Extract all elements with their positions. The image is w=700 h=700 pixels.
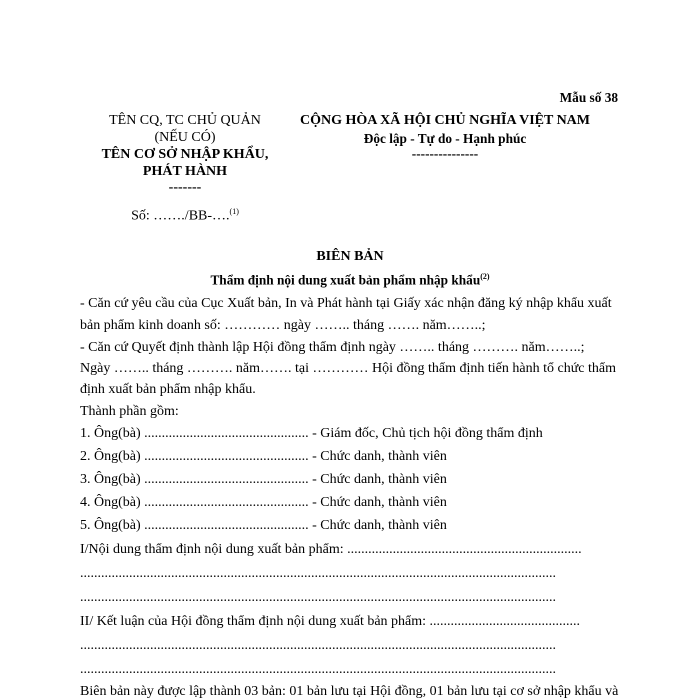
left-separator: ------- — [168, 180, 202, 195]
section-2-blank-line: ........................................................................................................................................ — [80, 638, 556, 653]
closing-paragraph: Biên bản này được lập thành 03 bản: 01 bản lưu tại Hội đồng, 01 bản lưu tại cơ sở nhập khẩu và — [80, 684, 619, 699]
document-title: BIÊN BẢN — [316, 249, 384, 264]
agency-line: TÊN CQ, TC CHỦ QUẢN — [109, 113, 261, 128]
paragraph-1-line-2: bản phẩm kinh doanh số: ………… ngày …….. tháng ……. năm……..; — [80, 318, 486, 333]
section-2-blank-line: ........................................................................................................................................ — [80, 662, 556, 677]
document-subtitle-footnote: (2) — [480, 272, 490, 281]
member-row: 3. Ông(bà) ............................................... - Chức danh, thành viên — [80, 472, 447, 487]
document-number — [80, 202, 290, 227]
document-number-text: Số: ……./BB-…. — [131, 208, 230, 224]
document-subtitle — [0, 272, 700, 288]
section-1-heading: I/Nội dung thẩm định nội dung xuất bản phẩm: ................................................................... — [80, 542, 582, 557]
paragraph-1-line-1: - Căn cứ yêu cầu của Cục Xuất bản, In và Phát hành tại Giấy xác nhận đăng ký nhập khẩu xuất — [80, 296, 612, 311]
agency-note: (NẾU CÓ) — [154, 130, 216, 145]
country-name: CỘNG HÒA XÃ HỘI CHỦ NGHĨA VIỆT NAM — [299, 113, 590, 128]
right-separator: --------------- — [411, 146, 479, 161]
section-1-blank-line: ........................................................................................................................................ — [80, 590, 556, 605]
national-motto: Độc lập - Tự do - Hạnh phúc — [363, 131, 527, 146]
left-header — [80, 112, 290, 227]
form-number: Mẫu số 38 — [559, 90, 618, 105]
member-row: 4. Ông(bà) ............................................... - Chức danh, thành viên — [80, 495, 447, 510]
importer-name-line2: PHÁT HÀNH — [142, 164, 228, 179]
member-row: 2. Ông(bà) ............................................... - Chức danh, thành viên — [80, 449, 447, 464]
paragraph-2: - Căn cứ Quyết định thành lập Hội đồng thẩm định ngày …….. tháng ………. năm……..; — [80, 340, 585, 355]
member-row: 5. Ông(bà) ............................................... - Chức danh, thành viên — [80, 518, 447, 533]
section-1-blank-line: ........................................................................................................................................ — [80, 566, 556, 581]
document-subtitle-text: Thẩm định nội dung xuất bản phẩm nhập khẩu — [210, 272, 481, 288]
section-2-heading: II/ Kết luận của Hội đồng thẩm định nội dung xuất bản phẩm: ........................................... — [80, 614, 581, 629]
members-heading: Thành phần gồm: — [80, 404, 179, 419]
member-row: 1. Ông(bà) ............................................... - Giám đốc, Chủ tịch hội đồng thẩm định — [80, 426, 543, 441]
right-header — [295, 112, 595, 161]
paragraph-3-line-1: Ngày …….. tháng ………. năm……. tại ………… Hội đồng thẩm định tiến hành tổ chức thẩm — [80, 361, 617, 376]
importer-name-line1: TÊN CƠ SỞ NHẬP KHẨU, — [101, 147, 269, 162]
paragraph-3-line-2: định xuất bản phẩm nhập khẩu. — [80, 382, 256, 397]
document-number-footnote: (1) — [229, 207, 239, 216]
